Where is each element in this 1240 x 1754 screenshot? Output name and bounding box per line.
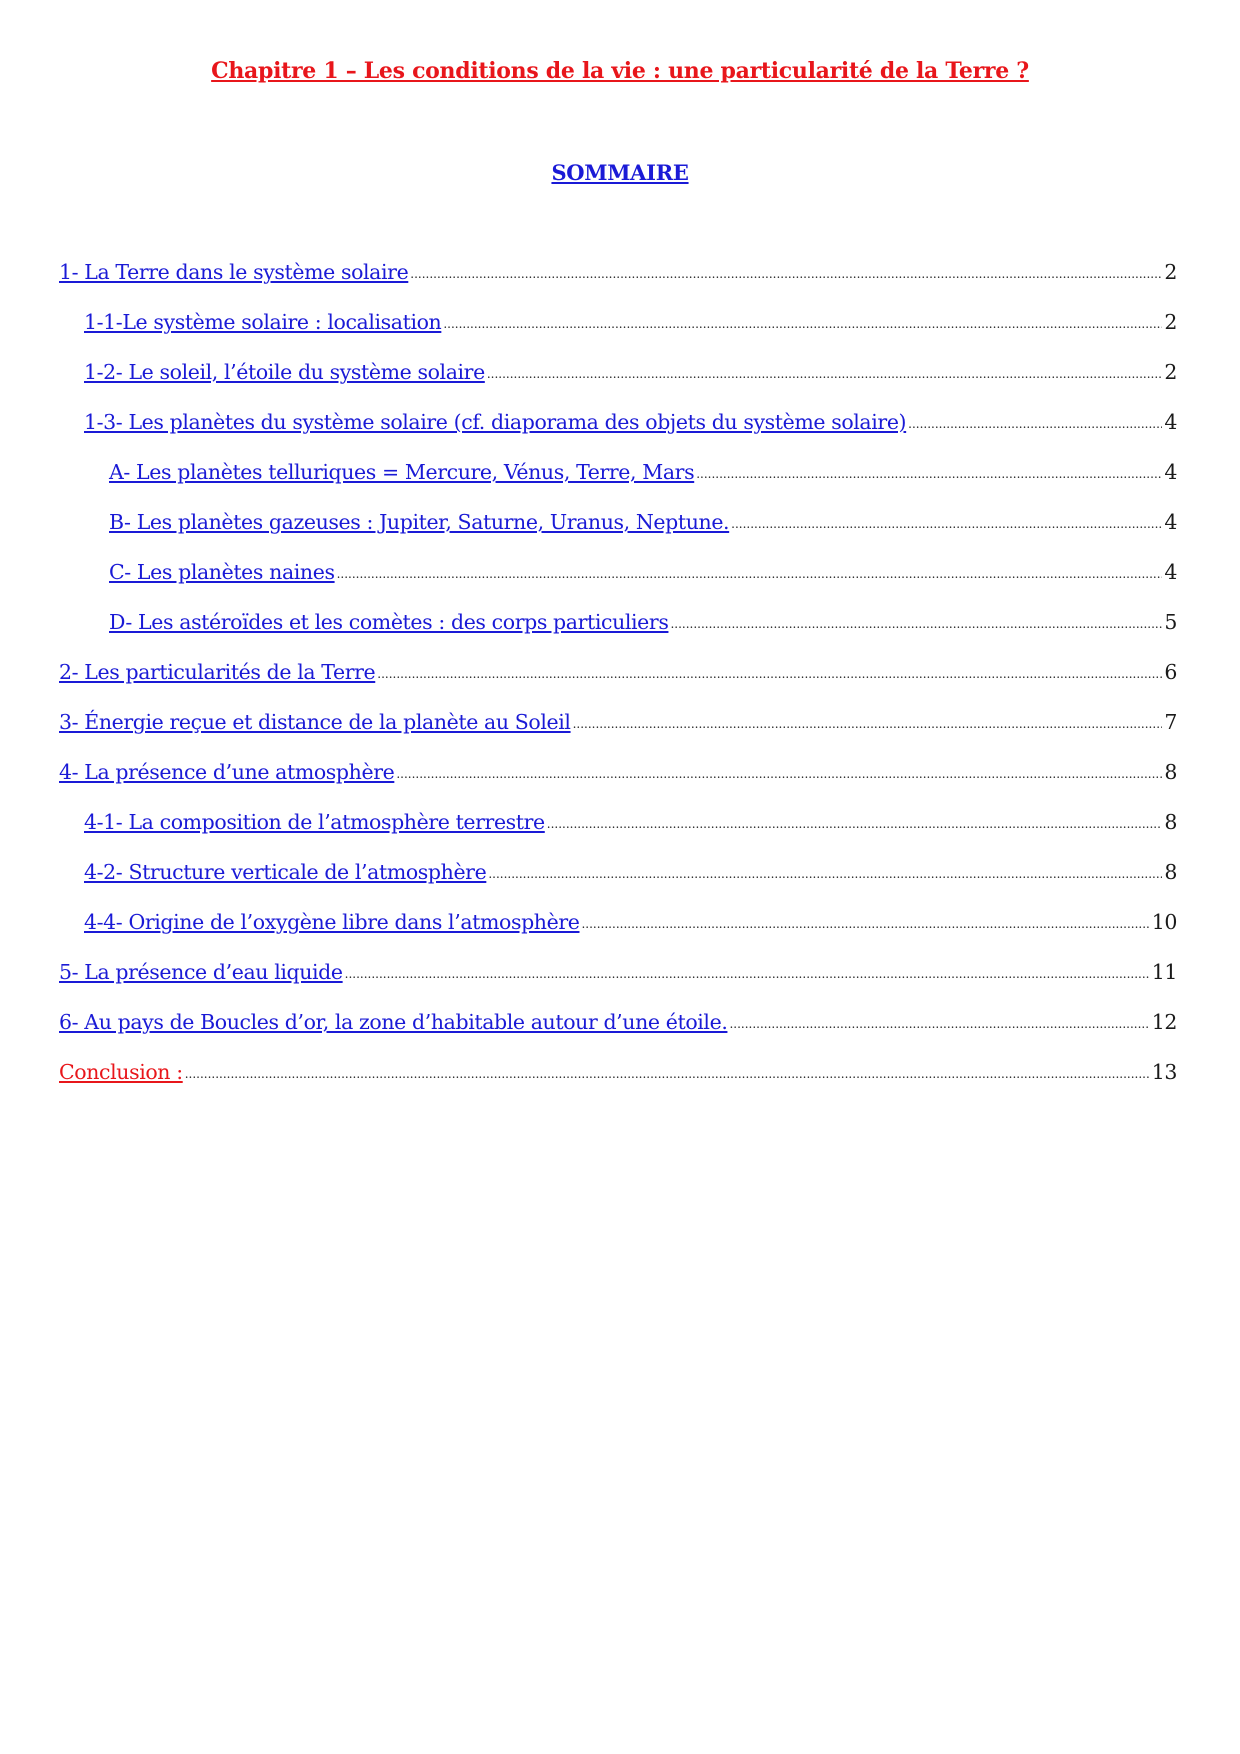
toc-leader-dots [185, 1067, 1150, 1081]
toc-page-number: 6 [1164, 660, 1177, 684]
toc-entry[interactable] [84, 910, 1177, 940]
toc-page-number: 8 [1164, 810, 1177, 834]
toc-page-number: 4 [1164, 560, 1177, 584]
toc-leader-dots [581, 917, 1149, 931]
toc-page-number: 2 [1164, 310, 1177, 334]
toc-page-number: 13 [1151, 1060, 1177, 1084]
toc-entry[interactable] [109, 560, 1177, 590]
toc-entry-label[interactable]: 6- Au pays de Boucles d’or, la zone d’habitable autour d’une étoile. [59, 1010, 728, 1034]
toc-entry[interactable] [59, 260, 1177, 290]
toc-entry[interactable] [59, 1010, 1177, 1040]
toc-entry[interactable] [59, 660, 1177, 690]
toc-entry-label[interactable]: Conclusion : [59, 1060, 183, 1084]
toc-entry[interactable] [109, 460, 1177, 490]
toc-entry[interactable] [84, 860, 1177, 890]
toc-entry[interactable] [84, 360, 1177, 390]
toc-leader-dots [410, 267, 1162, 281]
toc-entry[interactable] [84, 310, 1177, 340]
toc-entry-label[interactable]: 1-3- Les planètes du système solaire (cf. diaporama des objets du système solaire) [84, 410, 907, 434]
toc-leader-dots [908, 417, 1162, 431]
toc-page-number: 4 [1164, 410, 1177, 434]
toc-entry-label[interactable]: 4-1- La composition de l’atmosphère terrestre [84, 810, 545, 834]
toc-entry[interactable] [109, 610, 1177, 640]
toc-entry-label[interactable]: A- Les planètes telluriques = Mercure, Vénus, Terre, Mars [109, 460, 695, 484]
toc-leader-dots [573, 717, 1163, 731]
toc-entry[interactable] [59, 960, 1177, 990]
chapter-title: Chapitre 1 – Les conditions de la vie : une particularité de la Terre ? [211, 58, 1029, 84]
toc-entry-label[interactable]: 4-4- Origine de l’oxygène libre dans l’atmosphère [84, 910, 580, 934]
toc-page-number: 7 [1164, 710, 1177, 734]
toc-leader-dots [547, 817, 1163, 831]
toc-page-number: 12 [1151, 1010, 1177, 1034]
toc-leader-dots [487, 367, 1163, 381]
toc-entry[interactable] [59, 760, 1177, 790]
toc-entry-label[interactable]: 4- La présence d’une atmosphère [59, 760, 395, 784]
toc-entry-label[interactable]: 3- Énergie reçue et distance de la planète au Soleil [59, 710, 571, 734]
toc-entry-label[interactable]: B- Les planètes gazeuses : Jupiter, Saturne, Uranus, Neptune. [109, 510, 730, 534]
toc-entry-label[interactable]: C- Les planètes naines [109, 560, 335, 584]
toc-entry[interactable] [84, 810, 1177, 840]
toc-page-number: 10 [1151, 910, 1177, 934]
toc-entry-label[interactable]: D- Les astéroïdes et les comètes : des corps particuliers [109, 610, 669, 634]
toc-entry-label[interactable]: 5- La présence d’eau liquide [59, 960, 343, 984]
toc-leader-dots [670, 617, 1162, 631]
toc-entry[interactable] [59, 710, 1177, 740]
toc-entry[interactable] [84, 410, 1177, 440]
toc-leader-dots [696, 467, 1162, 481]
toc-entry-label[interactable]: 2- Les particularités de la Terre [59, 660, 376, 684]
toc-page-number: 2 [1164, 360, 1177, 384]
toc-page-number: 4 [1164, 460, 1177, 484]
toc-entry-conclusion[interactable] [59, 1060, 1177, 1090]
toc-entry[interactable] [109, 510, 1177, 540]
toc-leader-dots [443, 317, 1162, 331]
toc-page-number: 8 [1164, 760, 1177, 784]
toc-leader-dots [729, 1017, 1149, 1031]
toc-leader-dots [337, 567, 1163, 581]
toc-leader-dots [731, 517, 1162, 531]
toc-leader-dots [377, 667, 1162, 681]
toc-entry-label[interactable]: 1- La Terre dans le système solaire [59, 260, 409, 284]
toc-entry-label[interactable]: 4-2- Structure verticale de l’atmosphère [84, 860, 487, 884]
toc-page-number: 11 [1151, 960, 1177, 984]
toc-leader-dots [396, 767, 1162, 781]
toc-entry-label[interactable]: 1-1-Le système solaire : localisation [84, 310, 442, 334]
toc-leader-dots [488, 867, 1162, 881]
toc-page-number: 2 [1164, 260, 1177, 284]
sommaire-heading: SOMMAIRE [551, 160, 689, 185]
toc-page-number: 4 [1164, 510, 1177, 534]
toc-page-number: 8 [1164, 860, 1177, 884]
toc-page-number: 5 [1164, 610, 1177, 634]
toc-leader-dots [345, 967, 1150, 981]
toc-entry-label[interactable]: 1-2- Le soleil, l’étoile du système solaire [84, 360, 485, 384]
